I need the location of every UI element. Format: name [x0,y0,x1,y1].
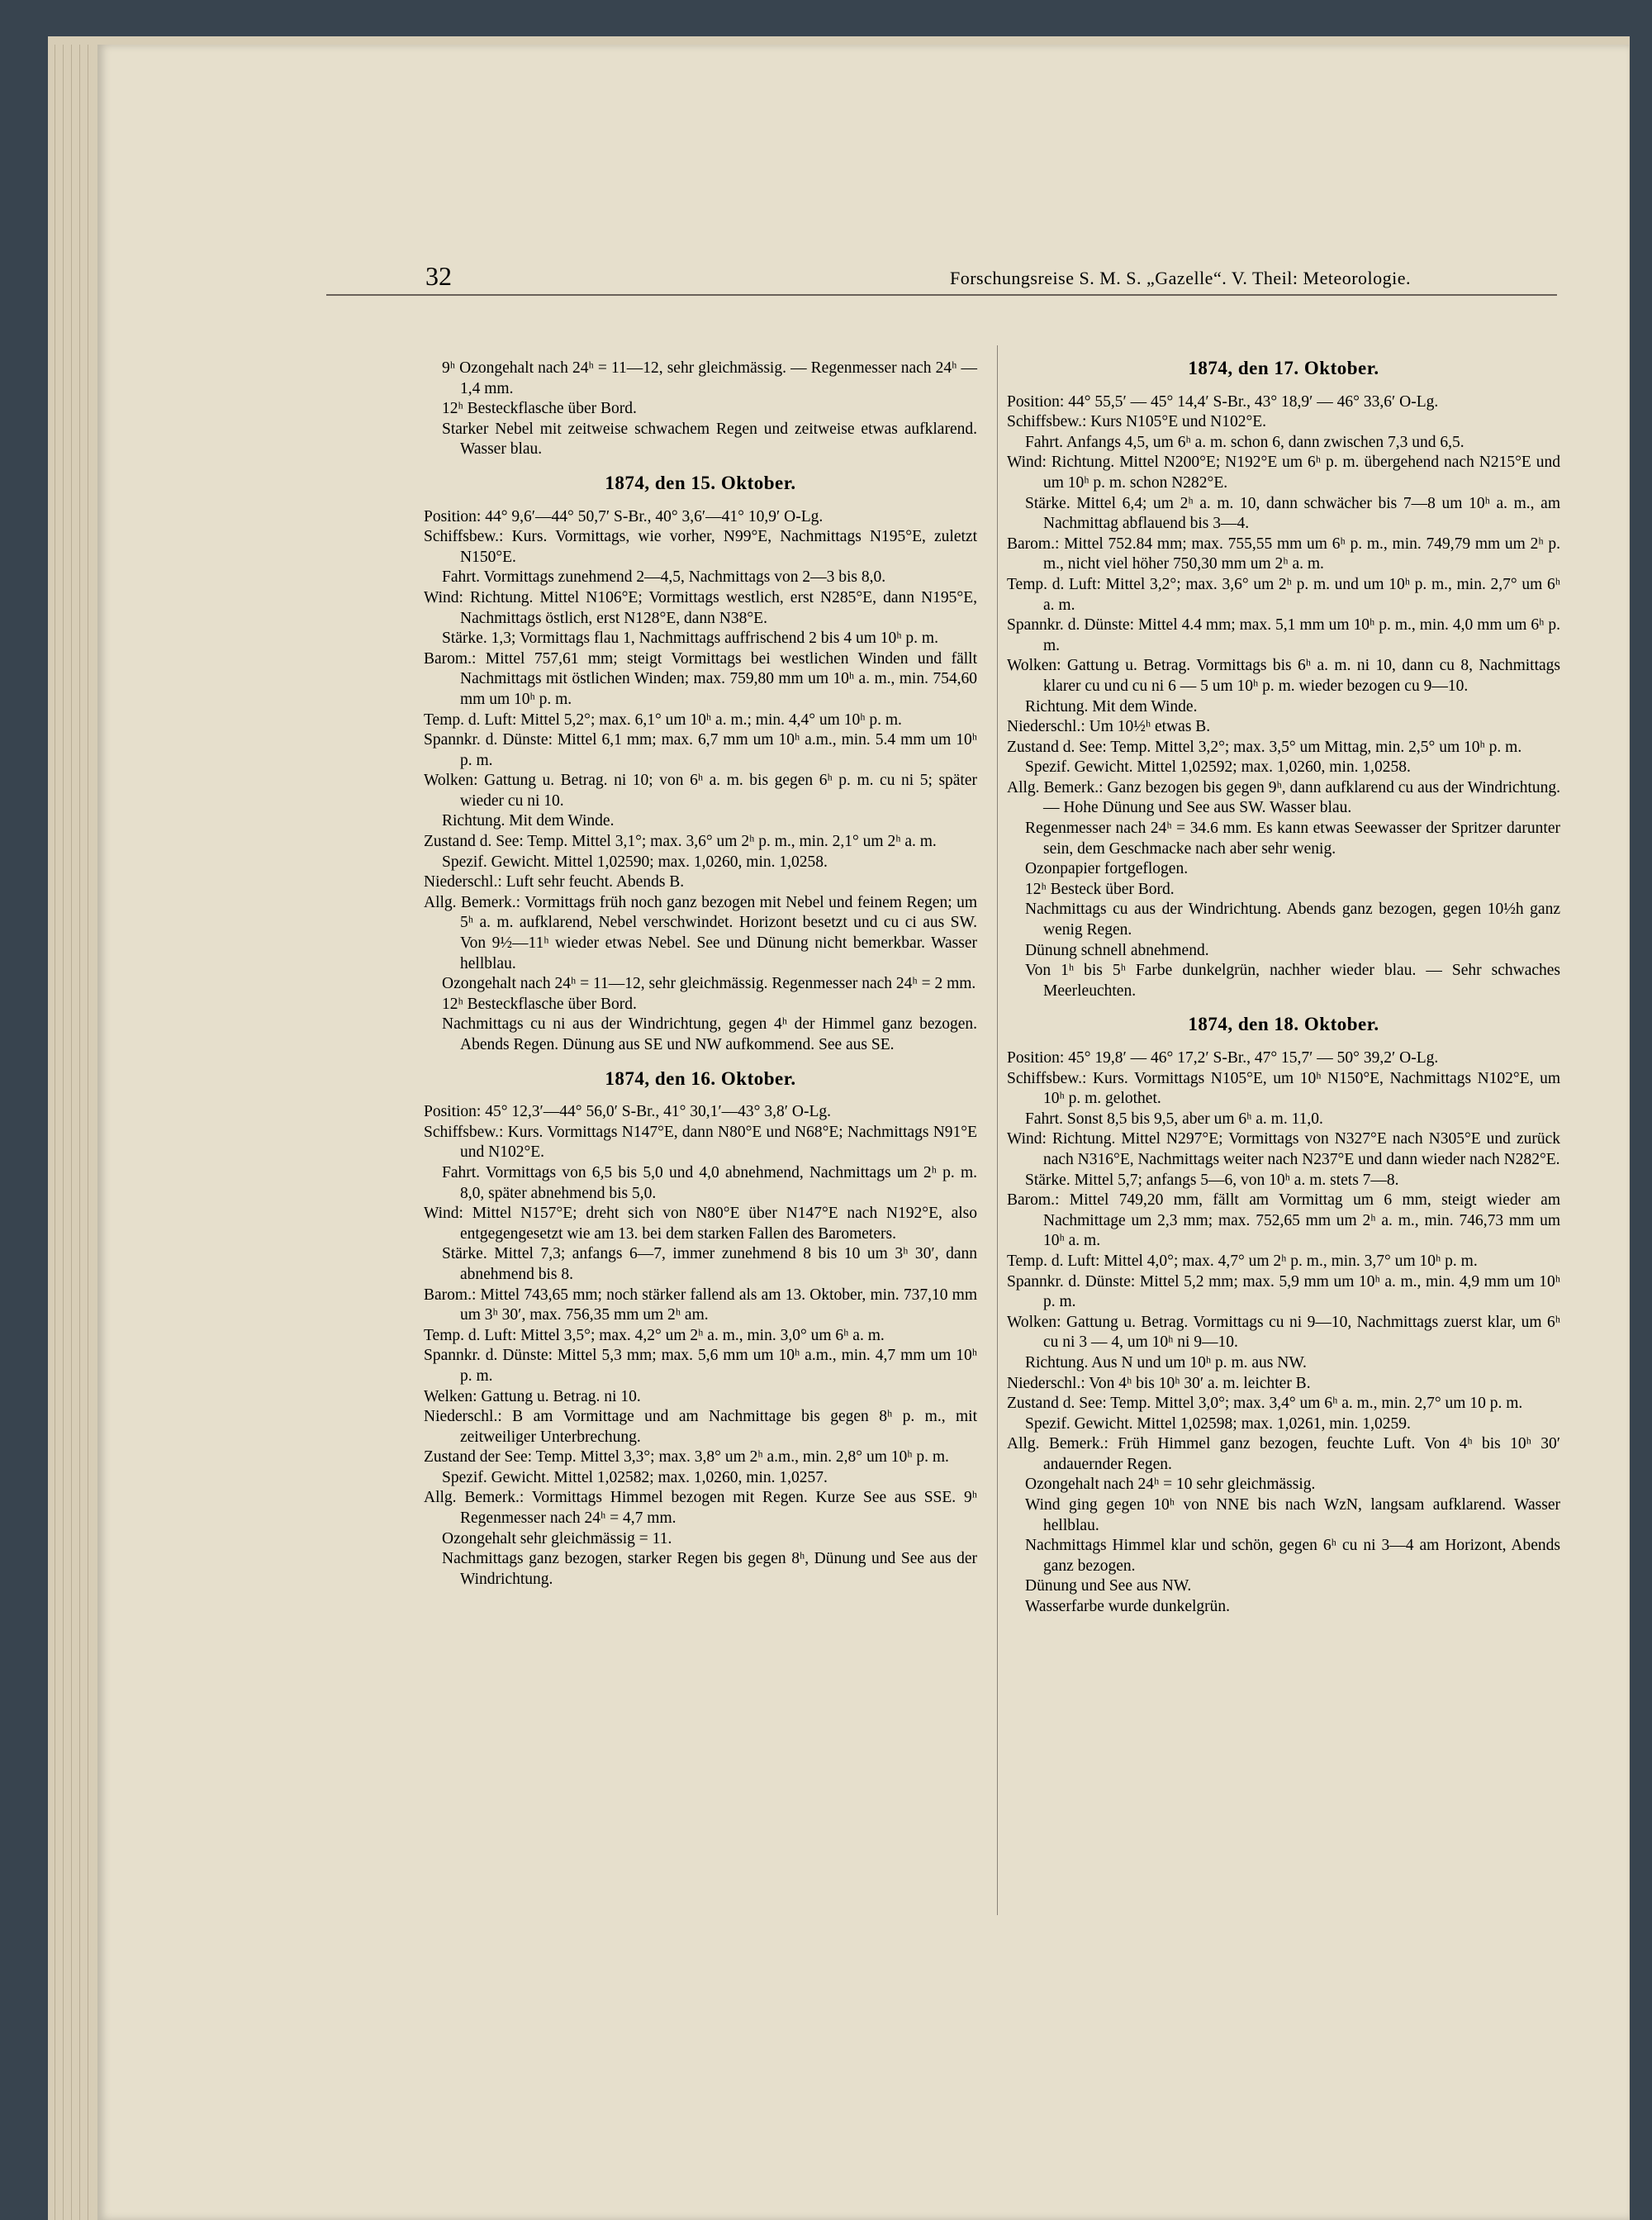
log-line: Wind ging gegen 10ʰ von NNE bis nach WzN, langsam aufklarend. Wasser hellblau. [1025,1496,1560,1534]
log-line: Barom.: Mittel 757,61 mm; steigt Vormittags bei westlichen Winden und fällt Nachmittags mit östlichen Winden; max. 759,80 mm um 10ʰ a. m., min. 754,60 mm um 10ʰ p. m. [424,649,977,708]
log-line: Richtung. Mit dem Winde. [1025,697,1198,715]
log-line: Allg. Bemerk.: Vormittags früh noch ganz bezogen mit Nebel und feinem Regen; um 5ʰ a. m. aufklarend, Nebel verschwindet. Horizont besetzt und cu ci aus SW. Von 9½—11ʰ wieder etwas Nebel. See und Dünung nicht bemerkbar. Wasser hellblau. [424,893,977,972]
log-line: Niederschl.: B am Vormittage und am Nachmittage bis gegen 8ʰ p. m., mit zeitweiliger Unterbrechung. [424,1408,977,1446]
right-column [1007,359,1560,1618]
log-line: Temp. d. Luft: Mittel 3,2°; max. 3,6° um 2ʰ p. m. und um 10ʰ p. m., min. 2,7° um 6ʰ a. m. [1007,575,1560,614]
log-line: Niederschl.: Von 4ʰ bis 10ʰ 30′ a. m. leichter B. [1007,1374,1311,1392]
log-line: Position: 44° 55,5′ — 45° 14,4′ S-Br., 43° 18,9′ — 46° 33,6′ O-Lg. [1007,392,1439,411]
page-stack-line [63,45,64,2220]
log-line: Zustand d. See: Temp. Mittel 3,1°; max. 3,6° um 2ʰ p. m., min. 2,1° um 2ʰ a. m. [424,833,937,851]
log-line: Barom.: Mittel 752.84 mm; max. 755,55 mm um 6ʰ p. m., min. 749,79 mm um 2ʰ p. m., nicht viel höher 750,30 mm um 2ʰ a. m. [1007,535,1560,573]
log-line: Fahrt. Anfangs 4,5, um 6ʰ a. m. schon 6, dann zwischen 7,3 und 6,5. [1025,433,1464,451]
entry-oct-17 [1007,392,1560,1002]
log-line: Spannkr. d. Dünste: Mittel 4.4 mm; max. 5,1 mm um 10ʰ p. m., min. 4,0 mm um 6ʰ p. m. [1007,616,1560,654]
log-line: Barom.: Mittel 743,65 mm; noch stärker fallend als am 13. Oktober, min. 737,10 mm um 3ʰ 30′, max. 756,35 mm um 2ʰ am. [424,1286,977,1324]
log-line: Stärke. Mittel 5,7; anfangs 5—6, von 10ʰ a. m. stets 7—8. [1025,1171,1399,1189]
log-line: Wind: Richtung. Mittel N106°E; Vormittags westlich, erst N285°E, dann N195°E, Nachmittags östlich, erst N128°E, dann N38°E. [424,588,977,627]
log-line: Schiffsbew.: Kurs. Vormittags, wie vorher, N99°E, Nachmittags N195°E, zuletzt N150°E. [424,528,977,566]
log-line: Fahrt. Vormittags zunehmend 2—4,5, Nachmittags von 2—3 bis 8,0. [442,568,886,587]
log-line: Richtung. Aus N und um 10ʰ p. m. aus NW. [1025,1353,1307,1371]
log-line: Ozongehalt nach 24ʰ = 10 sehr gleichmässig. [1025,1476,1316,1494]
log-line: Spezif. Gewicht. Mittel 1,02598; max. 1,0261, min. 1,0259. [1025,1414,1411,1433]
log-line: Nachmittags Himmel klar und schön, gegen 6ʰ cu ni 3—4 am Horizont, Abends ganz bezogen. [1025,1537,1560,1575]
log-line: Zustand d. See: Temp. Mittel 3,0°; max. 3,4° um 6ʰ a. m., min. 2,7° um 10 p. m. [1007,1395,1523,1413]
log-line: Temp. d. Luft: Mittel 5,2°; max. 6,1° um 10ʰ a. m.; min. 4,4° um 10ʰ p. m. [424,711,902,729]
log-line: Nachmittags ganz bezogen, starker Regen bis gegen 8ʰ, Dünung und See aus der Windrichtung. [442,1550,977,1588]
left-column [424,359,977,1590]
entry-oct-18 [1007,1048,1560,1618]
log-line: Allg. Bemerk.: Früh Himmel ganz bezogen, feuchte Luft. Von 4ʰ bis 10ʰ 30′ andauernder Regen. [1007,1435,1560,1473]
log-line: Wolken: Gattung u. Betrag. Vormittags cu ni 9—10, Nachmittags zuerst klar, um 6ʰ cu ni 3 — 4, um 10ʰ ni 9—10. [1007,1313,1560,1352]
entry-heading-oct-18: 1874, den 18. Oktober. [1188,1014,1379,1035]
log-line: Temp. d. Luft: Mittel 4,0°; max. 4,7° um 2ʰ p. m., min. 3,7° um 10ʰ p. m. [1007,1252,1478,1270]
log-line: Fahrt. Vormittags von 6,5 bis 5,0 und 4,0 abnehmend, Nachmittags um 2ʰ p. m. 8,0, später abnehmend bis 5,0. [442,1163,977,1202]
log-line: Position: 45° 19,8′ — 46° 17,2′ S-Br., 47° 15,7′ — 50° 39,2′ O-Lg. [1007,1049,1439,1067]
log-line: Stärke. Mittel 6,4; um 2ʰ a. m. 10, dann schwächer bis 7—8 um 10ʰ a. m., am Nachmittag abflauend bis 3—4. [1025,494,1560,533]
log-line: Stärke. 1,3; Vormittags flau 1, Nachmittags auffrischend 2 bis 4 um 10ʰ p. m. [442,630,938,648]
entry-heading-oct-16: 1874, den 16. Oktober. [605,1067,796,1089]
log-line: Dünung und See aus NW. [1025,1577,1192,1595]
log-line: Spannkr. d. Dünste: Mittel 5,2 mm; max. 5,9 mm um 10ʰ a. m., min. 4,9 mm um 10ʰ p. m. [1007,1272,1560,1311]
log-line: Spezif. Gewicht. Mittel 1,02582; max. 1,0260, min. 1,0257. [442,1468,828,1486]
log-line: Allg. Bemerk.: Ganz bezogen bis gegen 9ʰ, dann aufklarend cu aus der Windrichtung. — Hohe Dünung und See aus SW. Wasser blau. [1007,778,1560,817]
log-line: Regenmesser nach 24ʰ = 34.6 mm. Es kann etwas Seewasser der Spritzer darunter sein, dem Geschmacke nach aber sehr wenig. [1025,820,1560,858]
log-line: Wind: Richtung. Mittel N297°E; Vormittags von N327°E nach N305°E und zurück nach N316°E, Nachmittags weiter nach N237°E und dann wieder nach N282°E. [1007,1130,1560,1168]
log-line: Ozongehalt nach 24ʰ = 11—12, sehr gleichmässig. Regenmesser nach 24ʰ = 2 mm. [442,975,976,993]
entry-heading-oct-15: 1874, den 15. Oktober. [605,472,796,493]
log-line: Richtung. Mit dem Winde. [442,812,615,830]
page-stack-line [79,45,80,2220]
log-line: Spezif. Gewicht. Mittel 1,02590; max. 1,0260, min. 1,0258. [442,853,828,871]
log-line: Nachmittags cu aus der Windrichtung. Abends ganz bezogen, gegen 10½h ganz wenig Regen. [1025,901,1560,939]
log-line: Wolken: Gattung u. Betrag. ni 10; von 6ʰ a. m. bis gegen 6ʰ p. m. cu ni 5; später wieder cu ni 10. [424,772,977,810]
entry-oct-16 [424,1102,977,1590]
log-line: Wasserfarbe wurde dunkelgrün. [1025,1598,1231,1616]
log-line: Ozonpapier fortgeflogen. [1025,860,1189,878]
log-line: Fahrt. Sonst 8,5 bis 9,5, aber um 6ʰ a. m. 11,0. [1025,1110,1323,1128]
running-title: Forschungsreise S. M. S. „Gazelle“. V. Theil: Meteorologie. [950,268,1412,288]
log-line: Wind: Mittel N157°E; dreht sich von N80°E über N147°E nach N192°E, also entgegengesetzt wie am 13. bei dem starken Fallen des Barometers. [424,1205,977,1243]
entry-heading-oct-17: 1874, den 17. Oktober. [1188,358,1379,378]
log-line: Schiffsbew.: Kurs. Vormittags N147°E, dann N80°E und N68°E; Nachmittags N91°E und N102°E. [424,1123,977,1162]
log-line: 12ʰ Besteckflasche über Bord. [442,400,637,418]
log-line: Barom.: Mittel 749,20 mm, fällt am Vormittag um 6 mm, steigt wieder am Nachmittage um 2,3 mm; max. 752,65 mm um 2ʰ a. m., min. 746,73 mm um 10ʰ a. m. [1007,1191,1560,1250]
log-line: Stärke. Mittel 7,3; anfangs 6—7, immer zunehmend 8 bis 10 um 3ʰ 30′, dann abnehmend bis 8. [442,1245,977,1283]
log-line: Nachmittags cu ni aus der Windrichtung, gegen 4ʰ der Himmel ganz bezogen. Abends Regen. Dünung aus SE und NW aufkommend. See aus SE. [442,1015,977,1053]
log-line: Wolken: Gattung u. Betrag. Vormittags bis 6ʰ a. m. ni 10, dann cu 8, Nachmittags klarer cu und cu ni 6 — 5 um 10ʰ p. m. wieder bezogen cu 9—10. [1007,657,1560,695]
log-line: Temp. d. Luft: Mittel 3,5°; max. 4,2° um 2ʰ a. m., min. 3,0° um 6ʰ a. m. [424,1326,885,1344]
log-line: Niederschl.: Um 10½ʰ etwas B. [1007,718,1211,736]
log-line: Starker Nebel mit zeitweise schwachem Regen und zeitweise etwas aufklarend. Wasser blau. [442,420,977,459]
column-divider [997,345,998,1915]
log-line: 12ʰ Besteck über Bord. [1025,880,1175,898]
log-line: 9ʰ Ozongehalt nach 24ʰ = 11—12, sehr gleichmässig. — Regenmesser nach 24ʰ — 1,4 mm. [442,359,977,397]
log-line: Niederschl.: Luft sehr feucht. Abends B. [424,873,685,891]
log-line: Allg. Bemerk.: Vormittags Himmel bezogen mit Regen. Kurze See aus SSE. 9ʰ Regenmesser nach 24ʰ = 4,7 mm. [424,1489,977,1528]
running-header [326,261,1557,296]
page-stack-line [71,45,72,2220]
log-line: Dünung schnell abnehmend. [1025,941,1209,959]
log-line: Zustand der See: Temp. Mittel 3,3°; max. 3,8° um 2ʰ a.m., min. 2,8° um 10ʰ p. m. [424,1448,949,1467]
entry-oct-15 [424,507,977,1056]
log-line: Position: 44° 9,6′—44° 50,7′ S-Br., 40° 3,6′—41° 10,9′ O-Lg. [424,507,824,525]
log-line: Spannkr. d. Dünste: Mittel 5,3 mm; max. 5,6 mm um 10ʰ a.m., min. 4,7 mm um 10ʰ p. m. [424,1347,977,1385]
page-number: 32 [425,261,452,291]
log-line: Schiffsbew.: Kurs. Vormittags N105°E, um 10ʰ N150°E, Nachmittags N102°E, um 10ʰ p. m. gelothet. [1007,1069,1560,1108]
continuation-block [424,359,977,460]
log-line: Von 1ʰ bis 5ʰ Farbe dunkelgrün, nachher wieder blau. — Sehr schwaches Meerleuchten. [1025,962,1560,1000]
log-line: Spannkr. d. Dünste: Mittel 6,1 mm; max. 6,7 mm um 10ʰ a.m., min. 5.4 mm um 10ʰ p. m. [424,731,977,769]
log-line: Ozongehalt sehr gleichmässig = 11. [442,1529,672,1547]
log-line: Welken: Gattung u. Betrag. ni 10. [424,1387,641,1405]
log-line: Spezif. Gewicht. Mittel 1,02592; max. 1,0260, min. 1,0258. [1025,758,1411,777]
log-line: Wind: Richtung. Mittel N200°E; N192°E um 6ʰ p. m. übergehend nach N215°E und um 10ʰ p. m. schon N282°E. [1007,454,1560,492]
log-line: Schiffsbew.: Kurs N105°E und N102°E. [1007,413,1267,431]
log-line: Position: 45° 12,3′—44° 56,0′ S-Br., 41° 30,1′—43° 3,8′ O-Lg. [424,1103,831,1121]
log-line: Zustand d. See: Temp. Mittel 3,2°; max. 3,5° um Mittag, min. 2,5° um 10ʰ p. m. [1007,738,1522,756]
log-line: 12ʰ Besteckflasche über Bord. [442,995,637,1013]
